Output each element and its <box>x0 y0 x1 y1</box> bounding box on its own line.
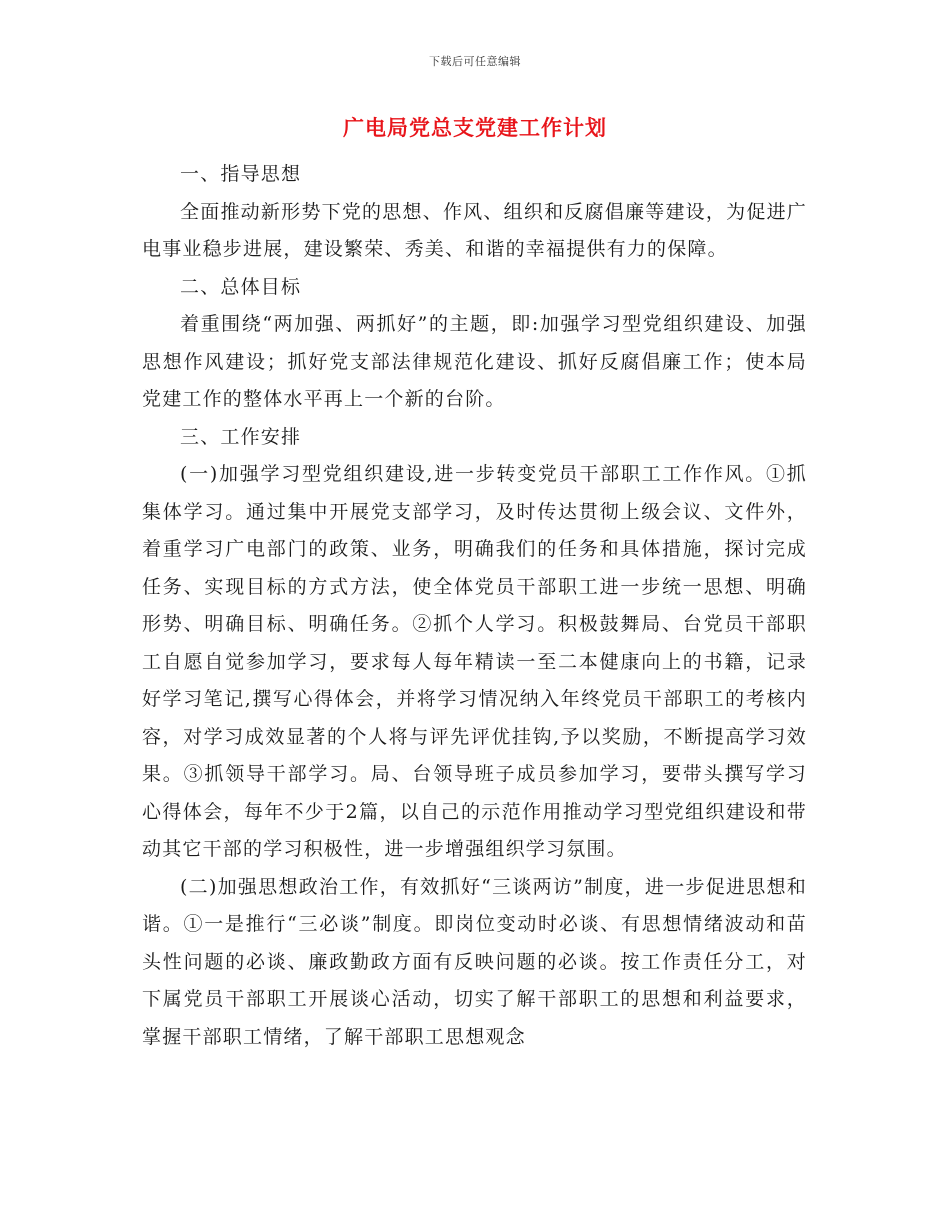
paragraph-arrangement-2: (二)加强思想政治工作，有效抓好“三谈两访”制度，进一步促进思想和谐。①一是推行“三必谈”制度。即岗位变动时必谈、有思想情绪波动和苗头性问题的必谈、廉政勤政方面有反映问题的必谈。按工作责任分工，对下属党员干部职工开展谈心活动，切实了解干部职工的思想和利益要求，掌握干部职工情绪，了解干部职工思想观念 <box>142 875 807 1048</box>
paragraph-arrangement-1: (一)加强学习型党组织建设,进一步转变党员干部职工工作作风。①抓集体学习。通过集中开展党支部学习，及时传达贯彻上级会议、文件外，着重学习广电部门的政策、业务，明确我们的任务和具体措施，探讨完成任务、实现目标的方式方法，使全体党员干部职工进一步统一思想、明确形势、明确目标、明确任务。②抓个人学习。积极鼓舞局、台党员干部职工自愿自觉参加学习，要求每人每年精读一至二本健康向上的书籍，记录好学习笔记,撰写心得体会，并将学习情况纳入年终党员干部职工的考核内容，对学习成效显著的个人将与评先评优挂钩,予以奖励，不断提高学习效果。③抓领导干部学习。局、台领导班子成员参加学习，要带头撰写学习心得体会，每年不少于2篇，以自己的示范作用推动学习型党组织建设和带动其它干部的学习积极性，进一步增强组织学习氛围。 <box>142 463 807 860</box>
header-note: 下载后可任意编辑 <box>429 55 521 68</box>
section-heading-guiding-thought: 一、指导思想 <box>180 163 302 185</box>
section-heading-overall-goal: 二、总体目标 <box>180 275 302 298</box>
document-body <box>142 156 807 1056</box>
paragraph-overall-goal: 着重围绕“两加强、两抓好”的主题，即:加强学习型党组织建设、加强思想作风建设；抓好党支部法律规范化建设、抓好反腐倡廉工作；使本局党建工作的整体水平再上一个新的台阶。 <box>142 313 807 410</box>
document-title: 广电局党总支党建工作计划 <box>343 115 607 140</box>
paragraph-guiding-thought: 全面推动新形势下党的思想、作风、组织和反腐倡廉等建设，为促进广电事业稳步进展，建设繁荣、秀美、和谐的幸福提供有力的保障。 <box>142 200 807 260</box>
section-heading-work-arrangement: 三、工作安排 <box>180 425 302 448</box>
